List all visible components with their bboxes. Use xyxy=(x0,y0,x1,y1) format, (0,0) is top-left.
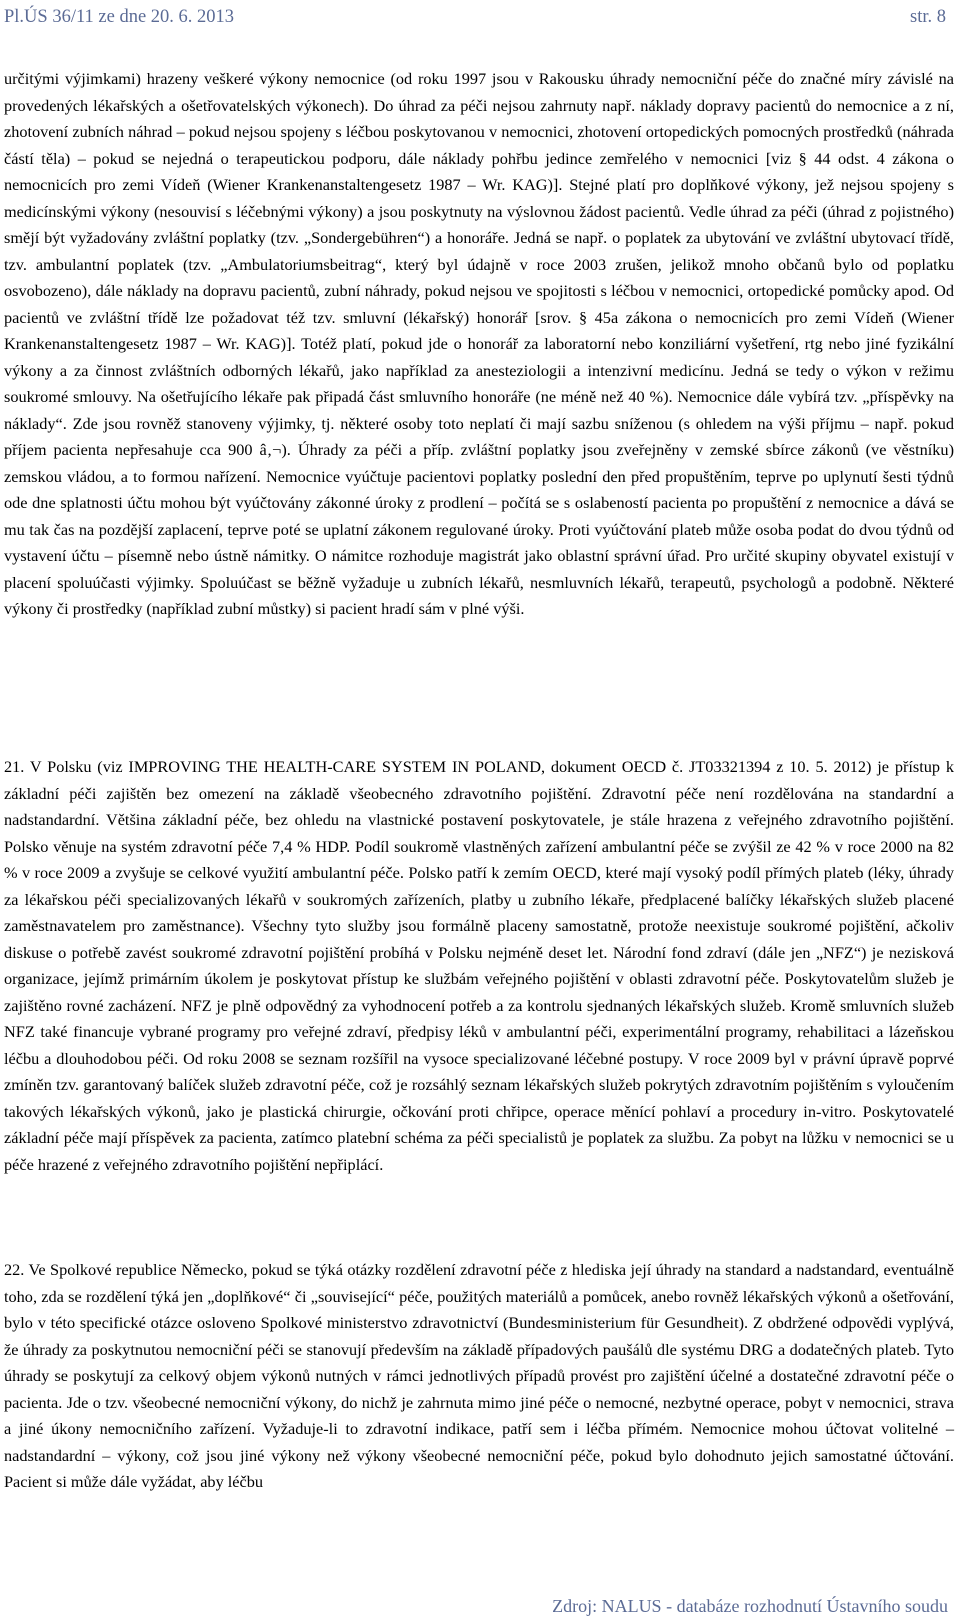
page-header xyxy=(4,4,956,30)
paragraph-21-poland: 21. V Polsku (viz IMPROVING THE HEALTH-CARE SYSTEM IN POLAND, dokument OECD č. JT03321394 z 10. 5. 2012) je přístup k základní péči zajištěn bez omezení na základě všeobecného zdravotního pojištění. Zdravotní péče není rozdělována na standardní a nadstandardní. Většina základní péče, bez ohledu na vlastnické postavení poskytovatele, je stále hrazena z veřejného zdravotního pojištění. Polsko věnuje na systém zdravotní péče 7,4 % HDP. Podíl soukromě vlastněných zařízení ambulantní péče se zvýšil ze 42 % v roce 2000 na 82 % v roce 2009 a zvyšuje se celkové využití ambulantní péče. Polsko patří k zemím OECD, které mají vysoký podíl přímých plateb (léky, úhrady za lékařskou péči specializovaných lékařů v soukromých zařízeních, platby u zubního lékaře, předplacené balíčky lékařských služeb placené zaměstnavatelem pro zaměstnance). Všechny tyto služby jsou formálně placeny samostatně, protože neexistuje soukromé pojištění, ačkoliv diskuse o potřebě zavést soukromé zdravotní pojištění probíhá v Polsku nejméně deset let. Národní fond zdraví (dále jen „NFZ“) je nezisková organizace, jejímž primárním úkolem je poskytovat přístup ke službám veřejného pojištění v oblasti zdravotní péče. Poskytovatelům služeb je zajištěno rovné zacházení. NFZ je plně odpovědný za vyhodnocení potřeb a za kontrolu sjednaných lékařských služeb. Kromě smluvních služeb NFZ také financuje vybrané programy pro veřejné zdraví, předpisy léků v ambulantní péči, experimentální programy, rehabilitaci a lázeňskou léčbu a dlouhodobou péči. Od roku 2008 se seznam rozšířil na vysoce specializované léčebné postupy. V roce 2009 byl v právní úpravě poprvé zmíněn tzv. garantovaný balíček služeb zdravotní péče, což je rozsáhlý seznam lékařských služeb pokrytých zdravotním pojištěním s vyloučením takových lékařských výkonů, jako je plastická chirurgie, očkování proti chřipce, operace měnící pohlaví a procedury in-vitro. Poskytovatelé základní péče mají příspěvek za pacienta, zatímco platební schéma za péči specialistů je poplatek za službu. Za pobyt na lůžku v nemocnici se u péče hrazené z veřejného zdravotního pojištění nepřiplácí. xyxy=(4,757,954,1174)
source-footer: Zdroj: NALUS - databáze rozhodnutí Ústavního soudu xyxy=(552,1596,948,1616)
paragraph-22-germany: 22. Ve Spolkové republice Německo, pokud se týká otázky rozdělení zdravotní péče z hlediska její úhrady na standard a nadstandard, eventuálně toho, zda se rozdělení týká jen „doplňkové“ či „související“ péče, použitých materiálů a pomůcek, anebo rovněž lékařských výkonů a ošetřování, bylo v této specifické otázce osloveno Spolkové ministerstvo zdravotnictví (Bundesministerium für Gesundheit). Z obdržené odpovědi vyplývá, že úhrady za poskytnutou nemocniční péči se stanovují především na základě případových paušálů dle systému DRG a dodatečných plateb. Tyto úhrady se poskytují za celkový objem výkonů nutných v rámci jednotlivých případů provést pro zajištění účelné a dostatečné zdravotní péče o pacienta. Jde o tzv. všeobecné nemocniční výkony, do nichž je zahrnuta mimo jiné péče o nemocné, nezbytné operace, pobyt v nemocnici, strava a jiné úkony nemocničního zařízení. Vyžaduje-li to zdravotní indikace, patří sem i léčba přímém. Nemocnice mohou účtovat volitelné – nadstandardní – výkony, což jsou jiné výkony než výkony všeobecné nemocniční péče, pokud bylo dohodnuto jejich samostatné účtování. Pacient si může dále vyžádat, aby léčbu xyxy=(4,1260,954,1491)
page-number: str. 8 xyxy=(910,7,946,27)
paragraph-austria-continuation: určitými výjimkami) hrazeny veškeré výkony nemocnice (od roku 1997 jsou v Rakousku úhrady nemocniční péče do značné míry závislé na provedených lékařských a ošetřovatelských výkonech). Do úhrad za péči nejsou zahrnuty např. náklady dopravy pacientů do nemocnice a z ní, zhotovení zubních náhrad – pokud nejsou spojeny s léčbou poskytovanou v nemocnici, zhotovení ortopedických pomocných prostředků (náhrada částí těla) – pokud se nejedná o terapeutickou podporu, dále náklady pohřbu jedince zemřelého v nemocnici [viz § 44 odst. 4 zákona o nemocnicích pro zemi Vídeň (Wiener Krankenanstaltengesetz 1987 – Wr. KAG)]. Stejné platí pro doplňkové výkony, jež nejsou spojeny s medicínskými výkony (nesouvisí s léčebnými výkony) a jsou poskytnuty na výslovnou žádost pacientů. Vedle úhrad za péči (úhrad z pojistného) smějí být vyžadovány zvláštní poplatky (tzv. „Sondergebühren“) a honoráře. Jedná se např. o poplatek za ubytování ve zvláštní ubytovací třídě, tzv. ambulantní poplatek (tzv. „Ambulatoriumsbeitrag“, který byl údajně v roce 2003 zrušen, jelikož mnoho občanů bylo od poplatku osvobozeno), dále náklady na dopravu pacientů, zubní náhrady, pokud nejsou ve spojitosti s léčbou v nemocnici, ortopedické pomůcky apod. Od pacientů ve zvláštní třídě lze požadovat též tzv. smluvní (lékařský) honorář [srov. § 45a zákona o nemocnicích pro zemi Vídeň (Wiener Krankenanstaltengesetz 1987 – Wr. KAG)]. Totéž platí, pokud jde o honorář za laboratorní nebo konziliární vyšetření, rtg nebo jiné fyzikální výkony a za činnost zvláštních odborných lékařů, jako například za anesteziologii a intenzivní medicínu. Jedná se tedy o výkon v režimu soukromé smlouvy. Na ošetřujícího lékaře pak připadá část smluvního honoráře (ne méně než 40 %). Nemocnice dále vybírá tzv. „příspěvky na náklady“. Zde jsou rovněž stanoveny výjimky, tj. některé osoby toto neplatí či mají sazbu sníženou (s ohledem na výši příjmu – např. pokud příjem pacienta nepřesahuje cca 900 â‚¬). Úhrady za péči a příp. zvláštní poplatky jsou zveřejněny v zemské sbírce zákonů (ve věstníku) zemskou vládou, a to formou nařízení. Nemocnice vyúčtuje pacientovi poplatky poslední den před propuštěním, teprve po uplynutí šesti týdnů ode dne splatnosti účtu mohou být vyúčtovány zákonné úroky z prodlení – počítá se s oslabeností pacienta po propuštění z nemocnice a dává se mu tak čas na pozdější zaplacení, teprve poté se uplatní zákonem regulované úroky. Proti vyúčtování plateb může osoba podat do dvou týdnů od vystavení účtu – písemně nebo ústně námitky. O námitce rozhoduje magistrát jako oblastní správní úřad. Pro určité skupiny obyvatel existují v placení spoluúčasti výjimky. Spoluúčast se běžně vyžaduje u zubních lékařů, nesmluvních lékařů, terapeutů, psychologů a podobně. Některé výkony či prostředky (například zubní můstky) si pacient hradí sám v plné výši. xyxy=(4,69,954,618)
case-reference: Pl.ÚS 36/11 ze dne 20. 6. 2013 xyxy=(4,7,235,27)
